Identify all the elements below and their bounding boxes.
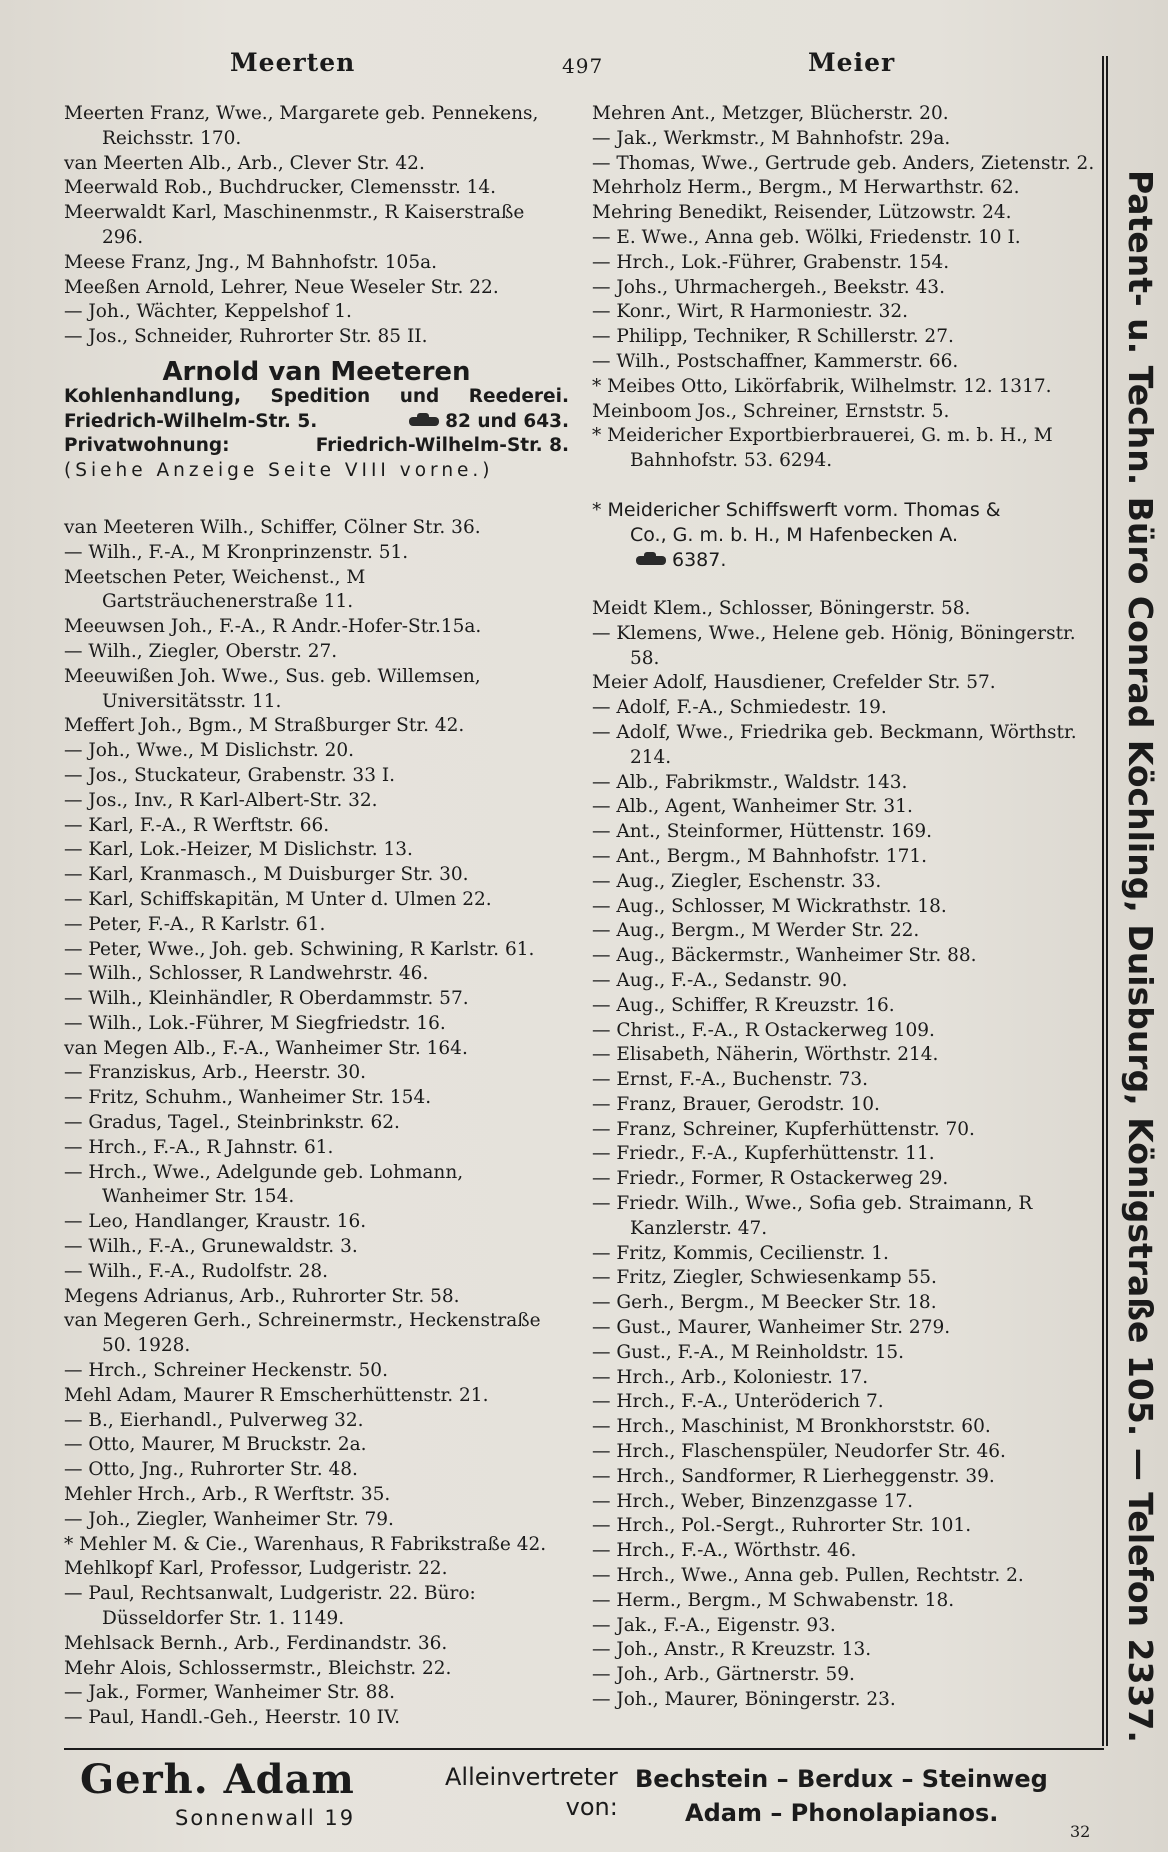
meeteren-ad-line-1 — [64, 385, 569, 410]
directory-entry: — Leo, Handlanger, Kraustr. 16. — [64, 1211, 367, 1233]
directory-entry: — Paul, Handl.-Geh., Heerstr. 10 IV. — [64, 1707, 400, 1729]
directory-entry: — Jak., Former, Wanheimer Str. 88. — [64, 1682, 395, 1704]
directory-entry: — Gerh., Bergm., M Beecker Str. 18. — [592, 1292, 937, 1314]
meeteren-ad-title: Arnold van Meeteren — [162, 356, 471, 387]
directory-entry: Meerwald Rob., Buchdrucker, Clemensstr. 14. — [64, 177, 497, 199]
directory-entry: — Joh., Arb., Gärtnerstr. 59. — [592, 1664, 855, 1686]
directory-entry: — Karl, Schiffskapitän, M Unter d. Ulmen 22. — [64, 888, 492, 910]
meeteren-ad-line-3 — [64, 434, 569, 459]
meeteren-advertisement — [64, 356, 569, 484]
directory-entry: — Gust., F.-A., M Reinholdstr. 15. — [592, 1341, 904, 1363]
directory-entry: — Hrch., Flaschenspüler, Neudorfer Str. 46. — [592, 1441, 1006, 1463]
side-banner-advertisement: Patent- u. Techn. Büro Conrad Köchling, Duisburg, Königstraße 105. — Telefon 2337. — [1121, 170, 1161, 1743]
directory-entry: — Aug., Ziegler, Eschenstr. 33. — [592, 870, 882, 892]
ad-business-reederei: Reederei. — [468, 385, 569, 407]
directory-entry: — Hrch., Lok.-Führer, Grabenstr. 154. — [592, 251, 950, 273]
directory-entry: — Hrch., Pol.-Sergt., Ruhrorter Str. 101. — [592, 1515, 972, 1537]
bottom-ad-brands-1: Bechstein – Berdux – Steinweg — [635, 1765, 1048, 1793]
bottom-advertisement — [80, 1756, 1100, 1846]
bottom-ad-name: Gerh. Adam — [80, 1756, 355, 1803]
directory-entry: — Hrch., F.-A., Unteröderich 7. — [592, 1391, 884, 1413]
right-column — [592, 102, 1102, 1713]
directory-entry: — Friedr., F.-A., Kupferhüttenstr. 11. — [592, 1143, 935, 1165]
directory-entry: — Hrch., Arb., Koloniestr. 17. — [592, 1366, 869, 1388]
meeteren-ad-note: (Siehe Anzeige Seite VIII vorne.) — [64, 460, 494, 482]
directory-entry: — Fritz, Ziegler, Schwiesenkamp 55. — [592, 1267, 937, 1289]
directory-entry: — Hrch., Sandformer, R Lierheggenstr. 39. — [592, 1465, 995, 1487]
header-page-number: 497 — [562, 54, 604, 78]
directory-entry: — Hrch., Wwe., Anna geb. Pullen, Rechtstr. 2. — [592, 1565, 1024, 1587]
directory-entry: — Franz, Brauer, Gerodstr. 10. — [592, 1093, 880, 1115]
directory-entry: — Jos., Stuckateur, Grabenstr. 33 I. — [64, 764, 396, 786]
directory-entry: — Karl, F.-A., R Werftstr. 66. — [64, 814, 330, 836]
directory-entry: — Jak., F.-A., Eigenstr. 93. — [592, 1614, 836, 1636]
directory-entry: — Joh., Anstr., R Kreuzstr. 13. — [592, 1639, 872, 1661]
left-column — [64, 102, 569, 1731]
directory-entry: — Aug., Schlosser, M Wickrathstr. 18. — [592, 895, 947, 917]
directory-entry: — Johs., Uhrmachergeh., Beekstr. 43. — [592, 276, 945, 298]
left-entries-after-ad — [64, 516, 569, 1731]
directory-entry: — B., Eierhandl., Pulverweg 32. — [64, 1409, 364, 1431]
ad-phone-group — [403, 410, 569, 435]
directory-entry: — Aug., Bergm., M Werder Str. 22. — [592, 920, 920, 942]
bottom-ad-brands-2: Adam – Phonolapianos. — [685, 1799, 999, 1827]
directory-entry: — Wilh., F.-A., M Kronprinzenstr. 51. — [64, 541, 409, 563]
directory-entry: van Meeteren Wilh., Schiffer, Cölner Str. 36. — [64, 516, 481, 538]
directory-entry: — Christ., F.-A., R Ostackerweg 109. — [592, 1019, 935, 1041]
directory-entry: Mehring Benedikt, Reisender, Lützowstr. 24. — [592, 202, 1012, 224]
directory-entry: — E. Wwe., Anna geb. Wölki, Friedenstr. 10 I. — [592, 226, 1021, 248]
directory-entry: Meeßen Arnold, Lehrer, Neue Weseler Str. 22. — [64, 276, 499, 298]
schiffswerft-advertisement — [592, 498, 1102, 573]
directory-entry: — Elisabeth, Näherin, Wörthstr. 214. — [592, 1044, 939, 1066]
directory-entry: — Klemens, Wwe., Helene geb. Hönig, Böningerstr. 58. — [592, 622, 1076, 669]
directory-entry: Meeuwsen Joh., F.-A., R Andr.-Hofer-Str.15a. — [64, 616, 482, 638]
telephone-icon — [409, 417, 439, 426]
directory-entry: Meeuwißen Joh. Wwe., Sus. geb. Willemsen, Universitätsstr. 11. — [64, 665, 481, 712]
directory-entry: — Ant., Steinformer, Hüttenstr. 169. — [592, 821, 932, 843]
directory-entry: — Ernst, F.-A., Buchenstr. 73. — [592, 1069, 868, 1091]
directory-entry: — Peter, Wwe., Joh. geb. Schwining, R Karlstr. 61. — [64, 938, 535, 960]
ad-phone-numbers: 82 und 643. — [445, 410, 569, 432]
footer-page-number: 32 — [1070, 1822, 1091, 1841]
directory-entry: * Meibes Otto, Likörfabrik, Wilhelmstr. 12. 1317. — [592, 375, 1052, 397]
schiffswerft-line-3-wrap — [592, 548, 1102, 573]
directory-entry: van Meerten Alb., Arb., Clever Str. 42. — [64, 152, 425, 174]
directory-entry: — Peter, F.-A., R Karlstr. 61. — [64, 913, 326, 935]
directory-entry: — Wilh., Lok.-Führer, M Siegfriedstr. 16. — [64, 1012, 446, 1034]
directory-entry: — Konr., Wirt, R Harmoniestr. 32. — [592, 301, 909, 323]
ad-business-und: und — [399, 385, 440, 407]
directory-entry: Mehlkopf Karl, Professor, Ludgeristr. 22. — [64, 1558, 448, 1580]
directory-entry: * Mehler M. & Cie., Warenhaus, R Fabrikstraße 42. — [64, 1533, 547, 1555]
directory-entry: — Herm., Bergm., M Schwabenstr. 18. — [592, 1589, 955, 1611]
directory-entry: — Otto, Jng., Ruhrorter Str. 48. — [64, 1459, 358, 1481]
directory-entry: — Joh., Maurer, Böningerstr. 23. — [592, 1689, 896, 1711]
directory-entry: Mehler Hrch., Arb., R Werftstr. 35. — [64, 1484, 391, 1506]
directory-entry: — Thomas, Wwe., Gertrude geb. Anders, Zietenstr. 2. — [592, 152, 1095, 174]
directory-entry: — Jos., Inv., R Karl-Albert-Str. 32. — [64, 789, 378, 811]
directory-entry: — Wilh., Ziegler, Oberstr. 27. — [64, 640, 338, 662]
meeteren-ad-line-2 — [64, 410, 569, 435]
directory-entry: — Hrch., F.-A., R Jahnstr. 61. — [64, 1136, 334, 1158]
directory-entry: — Wilh., F.-A., Rudolfstr. 28. — [64, 1260, 329, 1282]
directory-entry: — Aug., F.-A., Sedanstr. 90. — [592, 969, 848, 991]
directory-entry: — Alb., Fabrikmstr., Waldstr. 143. — [592, 771, 908, 793]
telephone-icon — [636, 556, 666, 565]
directory-entry: — Adolf, Wwe., Friedrika geb. Beckmann, Wörthstr. 214. — [592, 721, 1077, 768]
directory-entry: Mehlsack Bernh., Arb., Ferdinandstr. 36. — [64, 1632, 448, 1654]
left-entries-before-ad — [64, 102, 569, 350]
directory-entry: — Alb., Agent, Wanheimer Str. 31. — [592, 796, 913, 818]
bottom-ad-address: Sonnenwall 19 — [175, 1806, 356, 1830]
directory-entry: — Wilh., Schlosser, R Landwehrstr. 46. — [64, 963, 429, 985]
schiffswerft-line-1: * Meidericher Schiffswerft vorm. Thomas & — [592, 498, 1001, 521]
directory-entry: — Karl, Kranmasch., M Duisburger Str. 30. — [64, 864, 469, 886]
header-left-keyword: Meerten — [230, 48, 356, 77]
directory-entry: — Wilh., Postschaffner, Kammerstr. 66. — [592, 350, 959, 372]
schiffswerft-phone: 6387. — [672, 548, 727, 571]
directory-entry: — Hrch., Wwe., Adelgunde geb. Lohmann, Wanheimer Str. 154. — [64, 1161, 464, 1208]
directory-entry: Meffert Joh., Bgm., M Straßburger Str. 42. — [64, 715, 465, 737]
directory-entry: — Joh., Wwe., M Dislichstr. 20. — [64, 740, 355, 762]
directory-entry: Meese Franz, Jng., M Bahnhofstr. 105a. — [64, 251, 438, 273]
bottom-ad-role — [445, 1762, 618, 1822]
directory-entry: Mehr Alois, Schlossermstr., Bleichstr. 22. — [64, 1657, 452, 1679]
directory-entry: — Franz, Schreiner, Kupferhüttenstr. 70. — [592, 1118, 975, 1140]
directory-entry: — Wilh., Kleinhändler, R Oberdammstr. 57. — [64, 988, 469, 1010]
directory-entry: Meetschen Peter, Weichenst., M Gartsträuchenerstraße 11. — [64, 566, 366, 613]
directory-entry: — Franziskus, Arb., Heerstr. 30. — [64, 1062, 367, 1084]
directory-entry: — Fritz, Schuhm., Wanheimer Str. 154. — [64, 1087, 432, 1109]
directory-entry: — Ant., Bergm., M Bahnhofstr. 171. — [592, 845, 928, 867]
directory-entry: Meerwaldt Karl, Maschinenmstr., R Kaiserstraße 296. — [64, 202, 525, 248]
directory-entry: — Fritz, Kommis, Cecilienstr. 1. — [592, 1242, 889, 1264]
directory-entry: — Hrch., F.-A., Wörthstr. 46. — [592, 1540, 857, 1562]
directory-entry: — Friedr. Wilh., Wwe., Sofia geb. Straimann, R Kanzlerstr. 47. — [592, 1193, 1033, 1239]
directory-entry: — Joh., Ziegler, Wanheimer Str. 79. — [64, 1508, 394, 1530]
directory-entry: — Hrch., Weber, Binzenzgasse 17. — [592, 1490, 913, 1512]
directory-entry: — Paul, Rechtsanwalt, Ludgeristr. 22. Büro: Düsseldorfer Str. 1. 1149. — [64, 1583, 476, 1630]
bottom-ad-brands — [635, 1762, 1048, 1830]
directory-entry: — Jos., Schneider, Ruhrorter Str. 85 II. — [64, 326, 428, 348]
directory-entry: Mehl Adam, Maurer R Emscherhüttenstr. 21. — [64, 1384, 489, 1406]
directory-entry: — Adolf, F.-A., Schmiedestr. 19. — [592, 697, 887, 719]
directory-entry: van Megeren Gerh., Schreinermstr., Heckenstraße 50. 1928. — [64, 1310, 541, 1357]
directory-entry: — Joh., Wächter, Keppelshof 1. — [64, 301, 352, 323]
ad-business-kohlen: Kohlenhandlung, — [64, 385, 241, 407]
directory-entry: — Friedr., Former, R Ostackerweg 29. — [592, 1168, 949, 1190]
right-entries-after-ad — [592, 597, 1102, 1713]
right-entries-before-ad — [592, 102, 1102, 474]
bottom-ad-role-2: von: — [565, 1793, 618, 1821]
ad-business-spedition: Spedition — [270, 385, 371, 407]
side-rules — [1102, 56, 1108, 1746]
directory-entry: Meerten Franz, Wwe., Margarete geb. Pennekens, Reichsstr. 170. — [64, 103, 539, 149]
schiffswerft-line-2: Co., G. m. b. H., M Hafenbecken A. — [630, 523, 959, 546]
directory-entry: — Wilh., F.-A., Grunewaldstr. 3. — [64, 1236, 358, 1258]
header-right-keyword: Meier — [808, 48, 896, 77]
directory-entry: — Jak., Werkmstr., M Bahnhofstr. 29a. — [592, 127, 951, 149]
directory-entry: — Hrch., Maschinist, M Bronkhorststr. 60. — [592, 1416, 991, 1438]
directory-entry: Mehren Ant., Metzger, Blücherstr. 20. — [592, 103, 949, 124]
directory-entry: — Gradus, Tagel., Steinbrinkstr. 62. — [64, 1112, 400, 1134]
bottom-divider — [64, 1748, 1104, 1750]
ad-private-address: Friedrich-Wilhelm-Str. 8. — [315, 435, 569, 457]
directory-entry: — Otto, Maurer, M Bruckstr. 2a. — [64, 1434, 367, 1456]
directory-entry: Meier Adolf, Hausdiener, Crefelder Str. 57. — [592, 672, 996, 694]
directory-entry: — Gust., Maurer, Wanheimer Str. 279. — [592, 1317, 951, 1339]
directory-entry: Mehrholz Herm., Bergm., M Herwarthstr. 62. — [592, 177, 1020, 199]
directory-entry: Megens Adrianus, Arb., Ruhrorter Str. 58. — [64, 1285, 460, 1307]
directory-entry: — Aug., Bäckermstr., Wanheimer Str. 88. — [592, 945, 977, 967]
ad-private-label: Privatwohnung: — [64, 435, 230, 457]
directory-entry: Meinboom Jos., Schreiner, Ernststr. 5. — [592, 400, 950, 422]
directory-entry: — Aug., Schiffer, R Kreuzstr. 16. — [592, 994, 895, 1016]
directory-entry: Meidt Klem., Schlosser, Böningerstr. 58. — [592, 597, 971, 619]
directory-entry: * Meidericher Exportbierbrauerei, G. m. b. H., M Bahnhofstr. 53. 6294. — [592, 425, 1053, 472]
directory-entry: van Megen Alb., F.-A., Wanheimer Str. 164. — [64, 1037, 468, 1059]
directory-entry: — Hrch., Schreiner Heckenstr. 50. — [64, 1360, 388, 1382]
ad-business-address: Friedrich-Wilhelm-Str. 5. — [64, 410, 318, 432]
directory-entry: — Karl, Lok.-Heizer, M Dislichstr. 13. — [64, 839, 413, 861]
directory-entry: — Philipp, Techniker, R Schillerstr. 27. — [592, 326, 954, 348]
bottom-ad-role-1: Alleinvertreter — [445, 1763, 618, 1791]
